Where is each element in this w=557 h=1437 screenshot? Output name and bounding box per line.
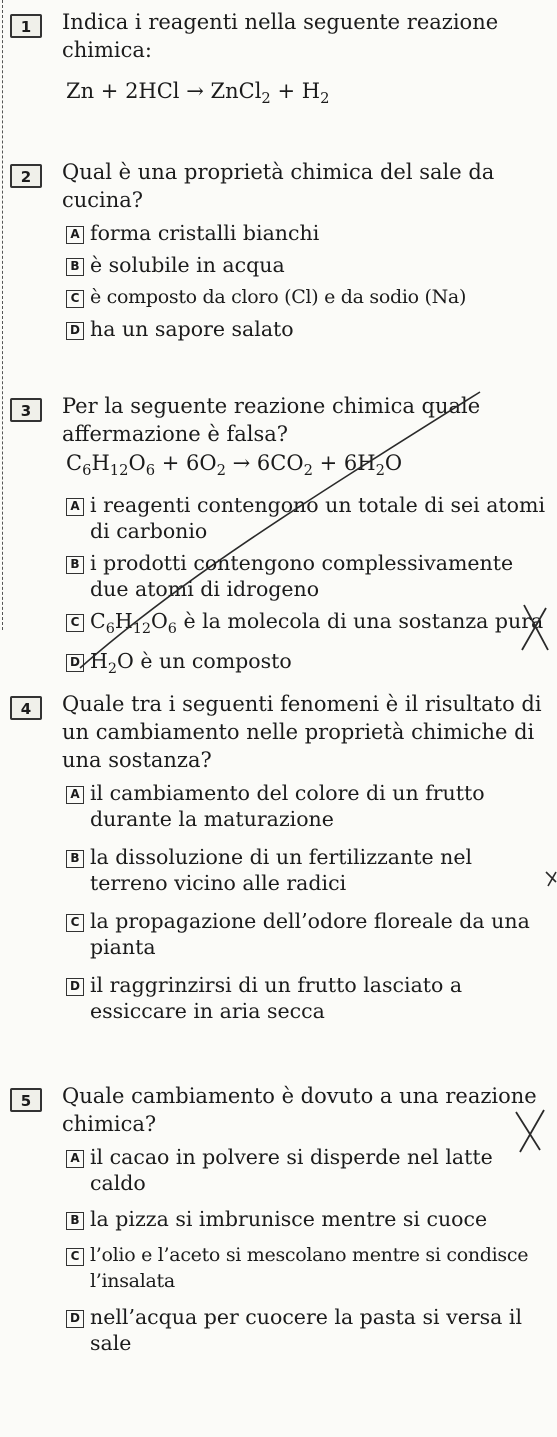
option-letter: B (66, 556, 84, 574)
option-text: ha un sapore salato (90, 317, 294, 341)
option-text: il cacao in polvere si disperde nel latte caldo (90, 1145, 493, 1195)
option-text: l’olio e l’aceto si mescolano mentre si condisce l’insalata (90, 1244, 529, 1292)
option-letter: D (66, 978, 84, 996)
option-letter: C (66, 1248, 84, 1266)
question-number: 3 (10, 398, 42, 422)
option-letter: D (66, 322, 84, 340)
option-text: $H_2O$ è un composto (90, 649, 292, 678)
question-text: Qual è una proprietà chimica del sale da cucina? (62, 160, 495, 212)
option-text: il cambiamento del colore di un frutto durante la maturazione (90, 781, 485, 831)
option-text: è composto da cloro (Cl) e da sodio (Na) (90, 286, 467, 308)
option-letter: B (66, 258, 84, 276)
option-letter: A (66, 1150, 84, 1168)
option-letter: D (66, 654, 84, 672)
chemical-equation: Zn + 2HCl → ZnCl$_2$ + $H_2$ (66, 79, 330, 108)
option-text: i reagenti contengono un totale di sei atomi di carbonio (90, 493, 546, 544)
question-number: 2 (10, 164, 42, 188)
option-text: la pizza si imbrunisce mentre si cuoce (90, 1207, 488, 1231)
question-text: Per la seguente reazione chimica quale affermazione è falsa? (62, 394, 481, 446)
cross-mark-q5 (516, 1110, 544, 1152)
option-text: la propagazione dell’odore floreale da una pianta (90, 909, 530, 959)
cross-mark-q4 (546, 872, 556, 886)
option-text: nell’acqua per cuocere la pasta si versa il sale (90, 1305, 523, 1355)
chemical-equation: $C_6H_{12}O_6 + 6O_2 \to 6CO_2 + 6H_2O$ (66, 451, 403, 480)
strike-through-line (80, 392, 480, 668)
option-letter: B (66, 850, 84, 868)
option-text: forma cristalli bianchi (90, 221, 320, 245)
question-number: 1 (10, 14, 42, 38)
option-letter: C (66, 914, 84, 932)
option-letter: C (66, 290, 84, 308)
option-text: $C_6H_{12}O_6$ è la molecola di una sostanza pura (90, 609, 544, 638)
question-text: Quale tra i seguenti fenomeni è il risultato di un cambiamento nelle proprietà chimiche di una sostanza? (62, 692, 542, 772)
option-letter: C (66, 614, 84, 632)
option-text: è solubile in acqua (90, 253, 285, 277)
option-text: il raggrinzirsi di un frutto lasciato a essiccare in aria secca (90, 973, 463, 1023)
option-letter: B (66, 1212, 84, 1230)
question-text: Indica i reagenti nella seguente reazione chimica: (62, 10, 499, 62)
option-text: i prodotti contengono complessivamente due atomi di idrogeno (90, 551, 514, 602)
option-letter: D (66, 1310, 84, 1328)
cross-mark-q3 (522, 605, 548, 650)
question-text: Quale cambiamento è dovuto a una reazione chimica? (62, 1084, 537, 1136)
question-number: 4 (10, 696, 42, 720)
option-letter: A (66, 226, 84, 244)
option-letter: A (66, 786, 84, 804)
option-letter: A (66, 498, 84, 516)
option-text: la dissoluzione di un fertilizzante nel terreno vicino alle radici (90, 845, 473, 895)
question-number: 5 (10, 1088, 42, 1112)
